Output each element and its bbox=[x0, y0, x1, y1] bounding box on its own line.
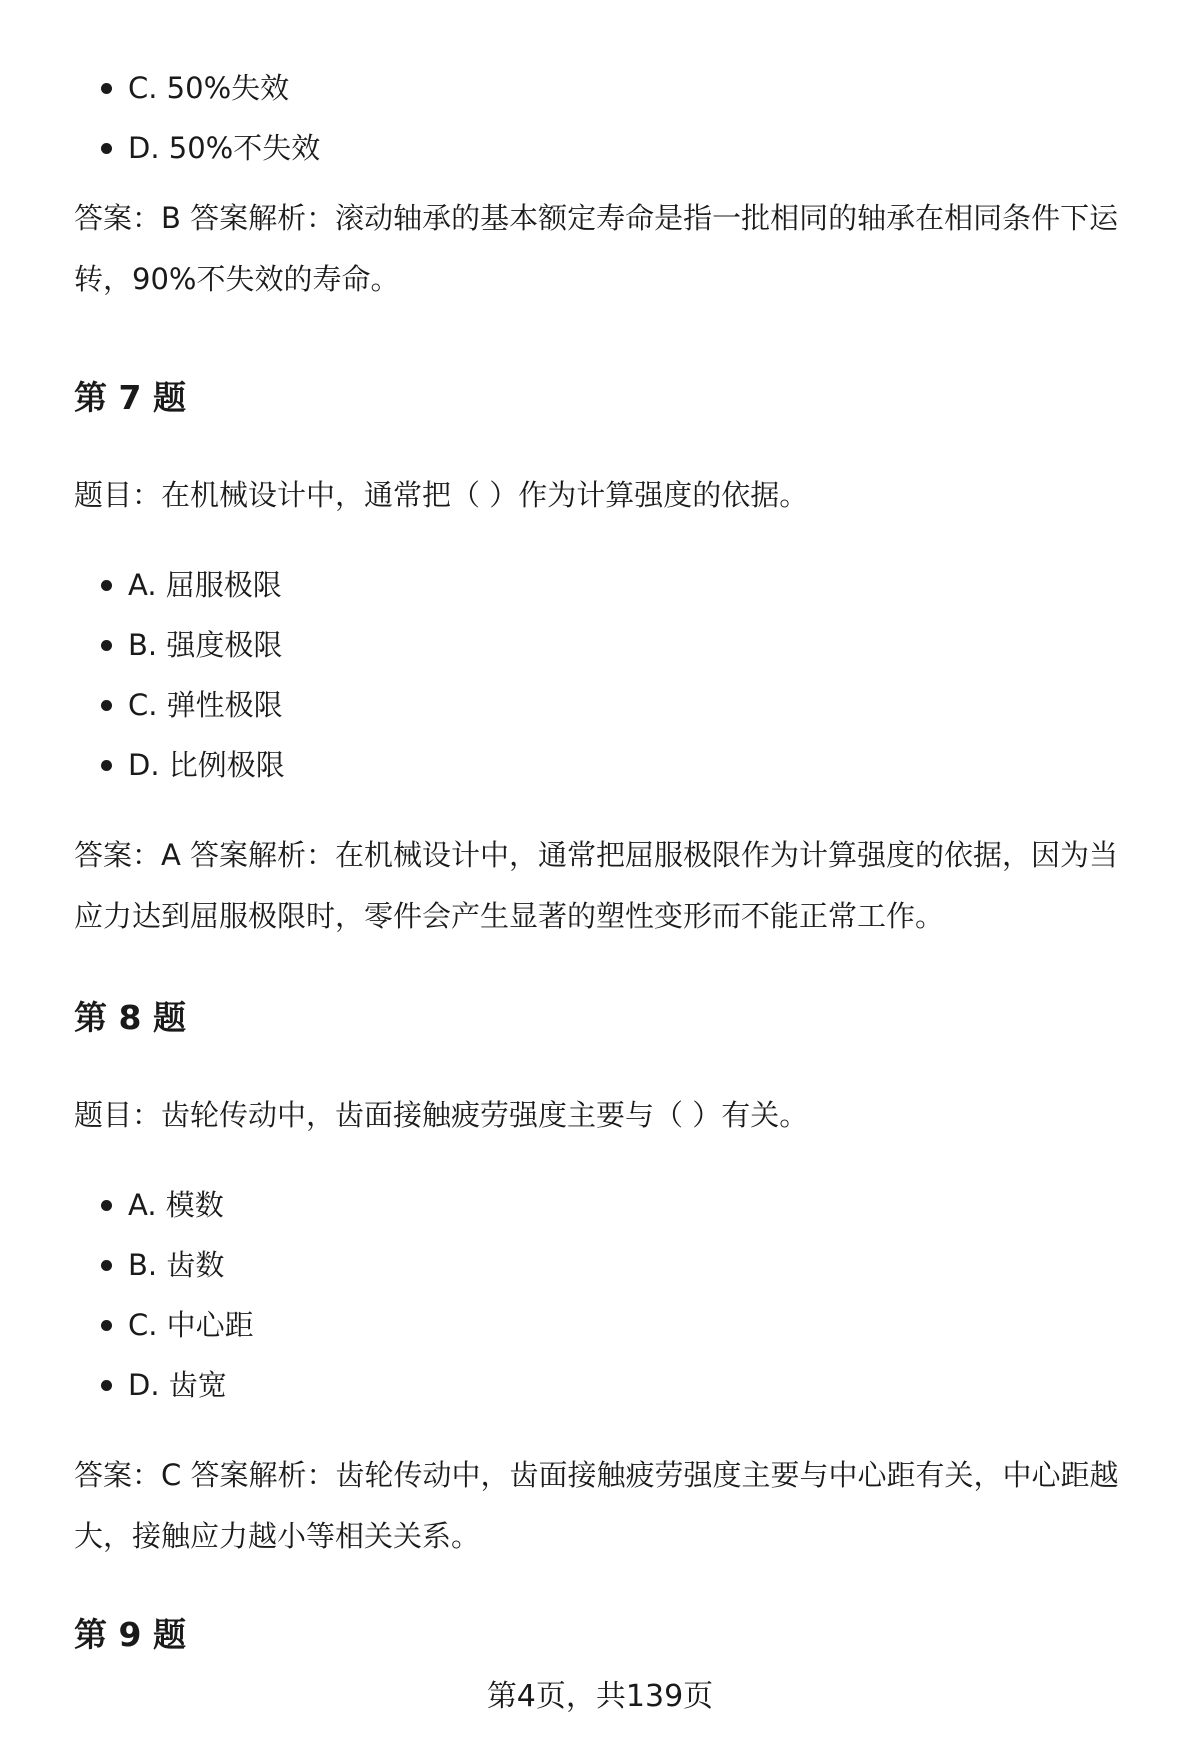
bullet-icon bbox=[101, 1260, 112, 1271]
answer-line: 答案：C 答案解析：齿轮传动中，齿面接触疲劳强度主要与中心距有关，中心距越 bbox=[74, 1458, 1119, 1492]
option-label: A. 屈服极限 bbox=[128, 568, 282, 602]
bullet-icon bbox=[101, 640, 112, 651]
prev-answer bbox=[74, 188, 1154, 310]
bullet-icon bbox=[101, 1320, 112, 1331]
bullet-icon bbox=[101, 760, 112, 771]
option-label: C. 弹性极限 bbox=[128, 688, 283, 722]
option-item bbox=[74, 1235, 254, 1295]
bullet-icon bbox=[101, 1380, 112, 1391]
prev-question-options bbox=[74, 58, 320, 178]
question-heading: 第 9 题 bbox=[74, 1615, 186, 1654]
answer-line: 答案：B 答案解析：滚动轴承的基本额定寿命是指一批相同的轴承在相同条件下运 bbox=[74, 201, 1119, 235]
answer-line: 大，接触应力越小等相关关系。 bbox=[74, 1519, 481, 1553]
answer-line: 转，90%不失效的寿命。 bbox=[74, 262, 400, 296]
option-label: B. 齿数 bbox=[128, 1248, 225, 1282]
option-item bbox=[74, 1295, 254, 1355]
option-label: D. 50%不失效 bbox=[128, 131, 321, 165]
question-options bbox=[74, 1175, 254, 1415]
option-item bbox=[74, 58, 320, 118]
option-label: C. 中心距 bbox=[128, 1308, 254, 1342]
bullet-icon bbox=[101, 143, 112, 154]
bullet-icon bbox=[101, 700, 112, 711]
option-item bbox=[74, 615, 285, 675]
option-item bbox=[74, 555, 285, 615]
option-item bbox=[74, 118, 320, 178]
bullet-icon bbox=[101, 83, 112, 94]
option-label: D. 齿宽 bbox=[128, 1368, 227, 1402]
option-item bbox=[74, 1175, 254, 1235]
bullet-icon bbox=[101, 580, 112, 591]
answer-block bbox=[74, 825, 1154, 947]
answer-line: 应力达到屈服极限时，零件会产生显著的塑性变形而不能正常工作。 bbox=[74, 899, 945, 933]
option-label: B. 强度极限 bbox=[128, 628, 283, 662]
question-stem: 题目：齿轮传动中，齿面接触疲劳强度主要与（ ）有关。 bbox=[74, 1098, 809, 1132]
option-label: C. 50%失效 bbox=[128, 71, 290, 105]
question-heading: 第 8 题 bbox=[74, 998, 186, 1037]
question-stem: 题目：在机械设计中，通常把（ ）作为计算强度的依据。 bbox=[74, 478, 809, 512]
option-item bbox=[74, 675, 285, 735]
option-item bbox=[74, 735, 285, 795]
option-label: D. 比例极限 bbox=[128, 748, 285, 782]
option-item bbox=[74, 1355, 254, 1415]
question-options bbox=[74, 555, 285, 795]
question-heading: 第 7 题 bbox=[74, 378, 186, 417]
option-label: A. 模数 bbox=[128, 1188, 224, 1222]
bullet-icon bbox=[101, 1200, 112, 1211]
page-footer: 第4页，共139页 bbox=[486, 1679, 714, 1714]
answer-line: 答案：A 答案解析：在机械设计中，通常把屈服极限作为计算强度的依据，因为当 bbox=[74, 838, 1119, 872]
answer-block bbox=[74, 1445, 1154, 1567]
